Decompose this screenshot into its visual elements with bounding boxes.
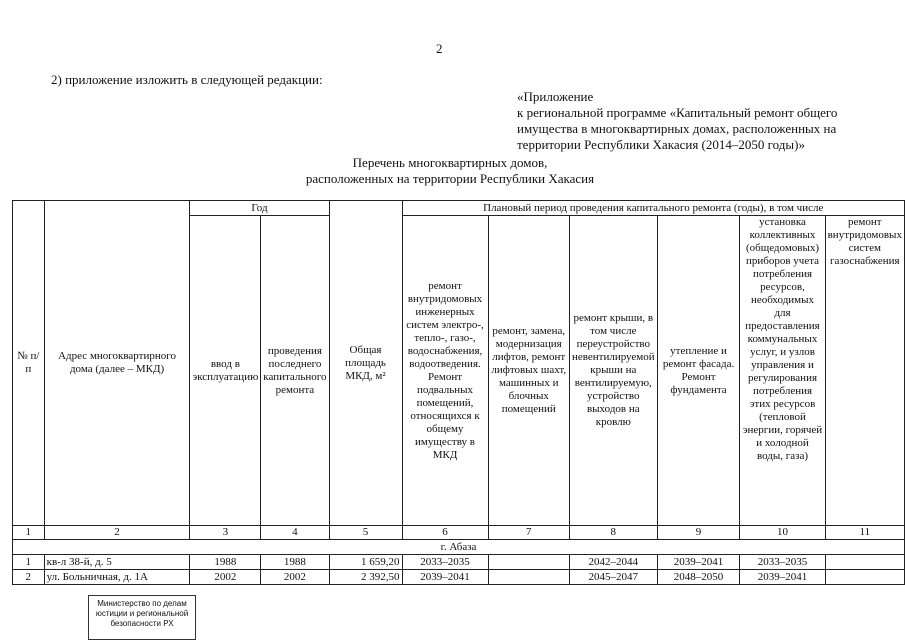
city-row bbox=[13, 540, 905, 555]
header-col9: утепление и ремонт фасада. Ремонт фундамента bbox=[657, 216, 740, 526]
column-number: 9 bbox=[657, 526, 740, 540]
header-col6: ремонт внутридомовых инженерных систем электро-, тепло-, газо-, водоснабжения, водоотведения. Ремонт подвальных помещений, относящихся к общему имуществу в МКД bbox=[402, 216, 488, 526]
row-col10: 2033–2035 bbox=[740, 555, 825, 570]
header-row-groups bbox=[13, 201, 905, 216]
row-year-built: 1988 bbox=[190, 555, 261, 570]
city-name: г. Абаза bbox=[13, 540, 905, 555]
header-address: Адрес многоквартирного дома (далее – МКД) bbox=[44, 201, 190, 526]
intro-text: 2) приложение изложить в следующей редакции: bbox=[51, 72, 323, 87]
header-period-group: Плановый период проведения капитального ремонта (годы), в том числе bbox=[402, 201, 905, 216]
header-col10: установка коллективных (общедомовых) приборов учета потребления ресурсов, необходимых для предоставления коммунальных услуг, и узлов управления и регулирования потребления этих ресурсов (тепловой энергии, горячей и холодной воды, газа) bbox=[740, 216, 825, 526]
column-number: 3 bbox=[190, 526, 261, 540]
row-col8: 2045–2047 bbox=[569, 570, 657, 585]
page-number: 2 bbox=[436, 41, 443, 56]
column-number: 7 bbox=[488, 526, 569, 540]
appendix-title: «Приложение bbox=[517, 89, 594, 104]
header-col8: ремонт крыши, в том числе переустройство невентилируемой крыши на вентилируемую, устройство выходов на кровлю bbox=[569, 216, 657, 526]
row-address: ул. Больничная, д. 1А bbox=[44, 570, 190, 585]
header-num: № п/п bbox=[13, 201, 45, 526]
row-number: 2 bbox=[13, 570, 45, 585]
column-number: 8 bbox=[569, 526, 657, 540]
row-address: кв-л 38-й, д. 5 bbox=[44, 555, 190, 570]
row-area: 2 392,50 bbox=[329, 570, 402, 585]
header-year-built: ввод в эксплуатацию bbox=[190, 216, 261, 526]
column-number-row bbox=[13, 526, 905, 540]
header-year-repair: проведения последнего капитального ремонта bbox=[261, 216, 329, 526]
row-col9: 2039–2041 bbox=[657, 555, 740, 570]
list-heading-line2: расположенных на территории Республики Хакасия bbox=[305, 171, 595, 186]
row-col11 bbox=[825, 570, 904, 585]
column-number: 6 bbox=[402, 526, 488, 540]
list-heading bbox=[250, 155, 650, 187]
stamp-line2: юстиции и региональной bbox=[95, 609, 189, 618]
column-number: 4 bbox=[261, 526, 329, 540]
column-number: 10 bbox=[740, 526, 825, 540]
column-number: 1 bbox=[13, 526, 45, 540]
row-col6: 2039–2041 bbox=[402, 570, 488, 585]
table-row bbox=[13, 555, 905, 570]
row-number: 1 bbox=[13, 555, 45, 570]
table-row bbox=[13, 570, 905, 585]
header-col7: ремонт, замена, модернизация лифтов, ремонт лифтовых шахт, машинных и блочных помещений bbox=[488, 216, 569, 526]
row-year-repair: 1988 bbox=[261, 555, 329, 570]
ministry-stamp bbox=[88, 595, 196, 640]
row-year-repair: 2002 bbox=[261, 570, 329, 585]
stamp-line3: безопасности РХ bbox=[110, 619, 174, 628]
row-col9: 2048–2050 bbox=[657, 570, 740, 585]
row-col7 bbox=[488, 570, 569, 585]
appendix-text: к региональной программе «Капитальный ремонт общего имущества в многоквартирных домах, расположенных на территории Республики Хакасия (2014–2050 годы)» bbox=[517, 105, 838, 152]
row-col11 bbox=[825, 555, 904, 570]
row-year-built: 2002 bbox=[190, 570, 261, 585]
row-col7 bbox=[488, 555, 569, 570]
column-number: 11 bbox=[825, 526, 904, 540]
row-col10: 2039–2041 bbox=[740, 570, 825, 585]
row-col8: 2042–2044 bbox=[569, 555, 657, 570]
column-number: 5 bbox=[329, 526, 402, 540]
column-number: 2 bbox=[44, 526, 190, 540]
appendix-block bbox=[517, 89, 877, 153]
row-area: 1 659,20 bbox=[329, 555, 402, 570]
stamp-line1: Министерство по делам bbox=[97, 599, 187, 608]
buildings-table bbox=[12, 200, 905, 585]
row-col6: 2033–2035 bbox=[402, 555, 488, 570]
header-year-group: Год bbox=[190, 201, 329, 216]
header-col11: ремонт внутридомовых систем газоснабжения bbox=[825, 216, 904, 526]
list-heading-line1: Перечень многоквартирных домов, bbox=[352, 155, 548, 170]
header-area: Общая площадь МКД, м² bbox=[329, 201, 402, 526]
